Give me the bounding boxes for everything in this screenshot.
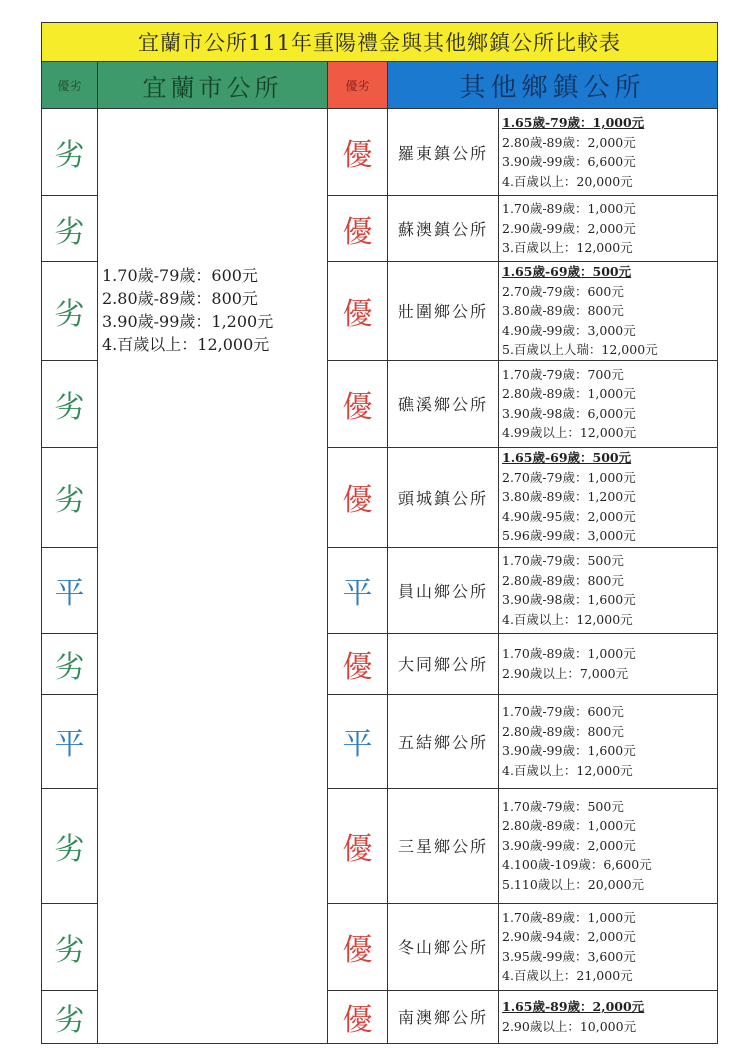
town-bonus-details [499, 547, 718, 633]
bonus-line: 1.70歲-89歲：1,000元 [502, 909, 636, 925]
town-name: 頭城鎮公所 [388, 447, 499, 547]
bonus-line: 2.90歲以上：7,000元 [502, 665, 629, 681]
bonus-line: 3.95歲-99歲：3,600元 [502, 948, 636, 964]
town-name: 冬山鄉公所 [388, 903, 499, 990]
bonus-line: 4.百歲以上：20,000元 [502, 173, 633, 189]
town-name: 員山鄉公所 [388, 547, 499, 633]
bonus-line: 1.65歲-69歲：500元 [502, 264, 632, 279]
bonus-line: 1.65歲-69歲：500元 [502, 450, 632, 466]
yilan-rating-mark: 劣 [42, 788, 98, 903]
town-name: 三星鄉公所 [388, 788, 499, 903]
bonus-line: 3.90歲-99歲：6,600元 [502, 154, 636, 169]
table-row [42, 109, 718, 196]
town-bonus-details [499, 788, 718, 903]
bonus-line: 1.70歲-79歲：600元 [502, 704, 624, 719]
bonus-line: 2.90歲-99歲：2,000元 [502, 220, 636, 236]
yilan-rating-mark: 劣 [42, 903, 98, 990]
town-bonus-details [499, 196, 718, 262]
bonus-line: 3.90歲-99歲：2,000元 [502, 837, 636, 853]
town-name: 壯圍鄉公所 [388, 262, 499, 361]
yilan-rating-mark: 平 [42, 547, 98, 633]
bonus-line: 5.96歲-99歲：3,000元 [502, 528, 636, 544]
bonus-line: 3.90歲-98歲：6,000元 [502, 405, 636, 421]
bonus-line: 1.65歲-89歲：2,000元 [502, 999, 645, 1014]
bonus-line: 1.70歲-79歲：700元 [502, 366, 624, 382]
other-rating-mark: 優 [328, 196, 388, 262]
yilan-bonus-line: 4.百歲以上：12,000元 [102, 335, 270, 354]
other-rating-mark: 優 [328, 903, 388, 990]
other-rating-mark: 優 [328, 109, 388, 196]
town-bonus-details [499, 633, 718, 694]
other-rating-mark: 優 [328, 990, 388, 1043]
bonus-line: 3.80歲-89歲：1,200元 [502, 489, 636, 505]
bonus-line: 4.百歲以上：12,000元 [502, 762, 633, 778]
bonus-line: 4.百歲以上：12,000元 [502, 611, 633, 627]
bonus-line: 2.80歲-89歲：800元 [502, 723, 624, 739]
town-name: 南澳鄉公所 [388, 990, 499, 1043]
bonus-line: 2.80歲-89歲：2,000元 [502, 134, 636, 150]
other-rating-mark: 優 [328, 360, 388, 447]
town-name: 大同鄉公所 [388, 633, 499, 694]
header-yilan-office: 宜蘭市公所 [98, 62, 328, 109]
header-other-offices: 其他鄉鎮公所 [388, 62, 718, 109]
yilan-rating-mark: 劣 [42, 447, 98, 547]
bonus-line: 1.70歲-89歲：1,000元 [502, 646, 636, 661]
yilan-rating-mark: 劣 [42, 262, 98, 361]
bonus-line: 1.70歲-79歲：500元 [502, 553, 624, 568]
yilan-rating-mark: 劣 [42, 109, 98, 196]
bonus-line: 3.90歲-98歲：1,600元 [502, 592, 636, 607]
town-bonus-details [499, 694, 718, 788]
yilan-rating-mark: 劣 [42, 360, 98, 447]
yilan-bonus-details [98, 109, 328, 1044]
bonus-line: 4.百歲以上：21,000元 [502, 968, 633, 983]
bonus-line: 2.70歲-79歲：1,000元 [502, 469, 636, 485]
other-rating-mark: 優 [328, 633, 388, 694]
bonus-line: 2.90歲以上：10,000元 [502, 1018, 637, 1034]
other-rating-mark: 優 [328, 262, 388, 361]
town-name: 羅東鎮公所 [388, 109, 499, 196]
town-name: 五結鄉公所 [388, 694, 499, 788]
town-bonus-details [499, 109, 718, 196]
other-rating-mark: 平 [328, 694, 388, 788]
yilan-rating-mark: 劣 [42, 633, 98, 694]
town-bonus-details [499, 447, 718, 547]
comparison-table [41, 22, 718, 1044]
yilan-rating-mark: 平 [42, 694, 98, 788]
yilan-rating-mark: 劣 [42, 990, 98, 1043]
other-rating-mark: 優 [328, 447, 388, 547]
town-bonus-details [499, 360, 718, 447]
yilan-bonus-line: 3.90歲-99歲：1,200元 [102, 312, 274, 331]
header-yilan-rating: 優劣 [42, 62, 98, 109]
other-rating-mark: 平 [328, 547, 388, 633]
yilan-rating-mark: 劣 [42, 196, 98, 262]
bonus-line: 2.70歲-79歲：600元 [502, 283, 624, 299]
yilan-bonus-line: 2.80歲-89歲：800元 [102, 289, 258, 308]
bonus-line: 5.110歲以上：20,000元 [502, 876, 645, 892]
bonus-line: 1.65歲-79歲：1,000元 [502, 115, 645, 130]
table-title: 宜蘭市公所111年重陽禮金與其他鄉鎮公所比較表 [42, 23, 718, 62]
bonus-line: 4.100歲-109歲：6,600元 [502, 857, 652, 873]
town-bonus-details [499, 262, 718, 361]
bonus-line: 3.90歲-99歲：1,600元 [502, 743, 636, 758]
bonus-line: 5.百歲以上人瑞：12,000元 [502, 342, 658, 357]
bonus-line: 3.百歲以上：12,000元 [502, 240, 633, 256]
header-other-rating: 優劣 [328, 62, 388, 109]
comparison-sheet [41, 22, 717, 1044]
other-rating-mark: 優 [328, 788, 388, 903]
bonus-line: 4.90歲-95歲：2,000元 [502, 508, 636, 524]
bonus-line: 2.80歲-89歲：1,000元 [502, 818, 636, 834]
bonus-line: 4.90歲-99歲：3,000元 [502, 322, 636, 338]
bonus-line: 2.80歲-89歲：800元 [502, 572, 624, 588]
town-bonus-details [499, 990, 718, 1043]
bonus-line: 2.90歲-94歲：2,000元 [502, 929, 636, 944]
town-name: 礁溪鄉公所 [388, 360, 499, 447]
yilan-bonus-line: 1.70歲-79歲：600元 [102, 266, 258, 285]
bonus-line: 1.70歲-89歲：1,000元 [502, 201, 636, 217]
bonus-line: 1.70歲-79歲：500元 [502, 798, 624, 814]
bonus-line: 2.80歲-89歲：1,000元 [502, 386, 636, 401]
town-name: 蘇澳鎮公所 [388, 196, 499, 262]
bonus-line: 3.80歲-89歲：800元 [502, 303, 624, 318]
bonus-line: 4.99歲以上：12,000元 [502, 425, 637, 440]
town-bonus-details [499, 903, 718, 990]
